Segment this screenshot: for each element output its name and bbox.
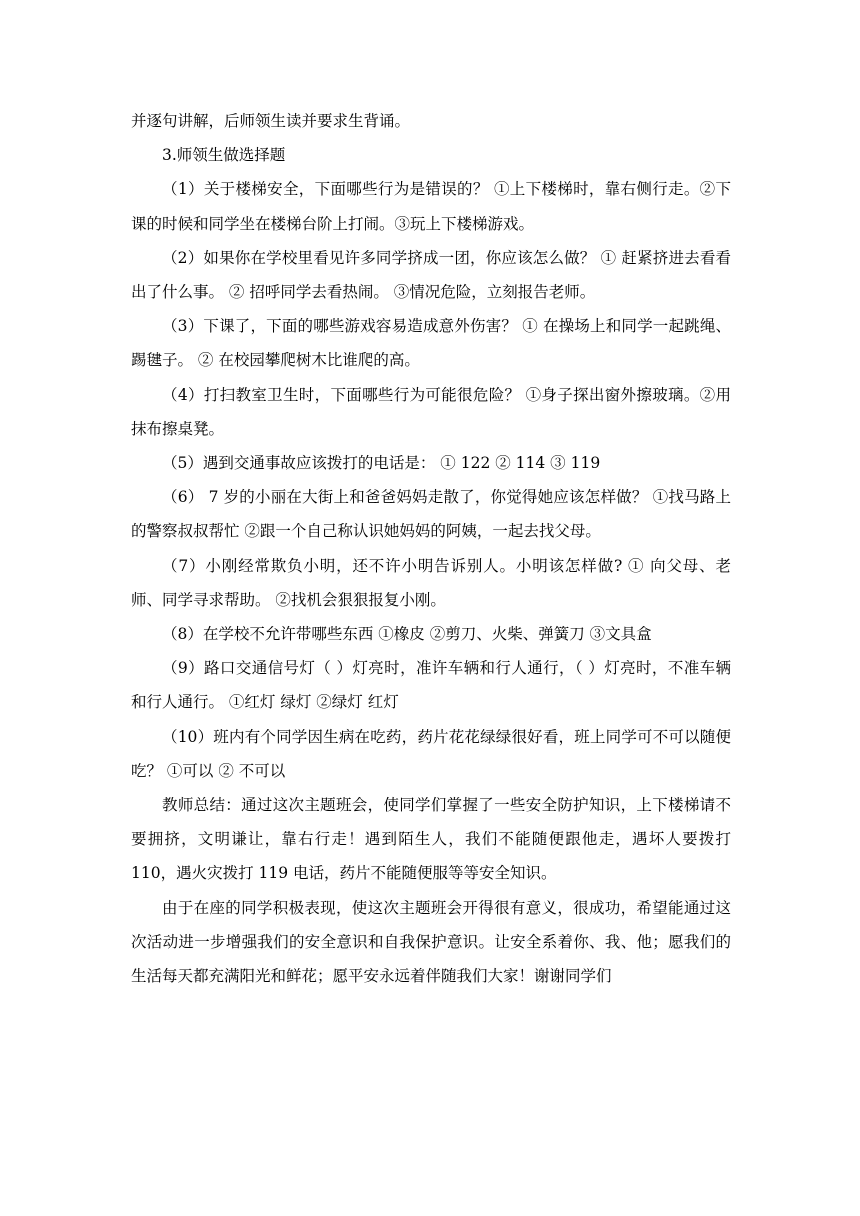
paragraph-question-8: （8）在学校不允许带哪些东西 ①橡皮 ②剪刀、火柴、弹簧刀 ③文具盒 (162, 625, 652, 644)
paragraph-section-heading: 3.师领生做选择题 (162, 146, 286, 165)
paragraph-question-1: （1）关于楼梯安全，下面哪些行为是错误的？ ①上下楼梯时，靠右侧行走。②下课的时候和同学坐在楼梯台阶上打闹。③玩上下楼梯游戏。 (131, 180, 731, 233)
document-page (131, 104, 731, 993)
paragraph-question-5: （5）遇到交通事故应该拨打的电话是： ① 122 ② 114 ③ 119 (162, 454, 601, 473)
paragraph-question-3: （3）下课了，下面的哪些游戏容易造成意外伤害？ ① 在操场上和同学一起跳绳、踢毽子。 ② 在校园攀爬树木比谁爬的高。 (131, 317, 731, 370)
paragraph-question-2: （2）如果你在学校里看见许多同学挤成一团，你应该怎么做？ ① 赶紧挤进去看看出了什么事。 ② 招呼同学去看热闹。 ③情况危险，立刻报告老师。 (131, 248, 731, 302)
paragraph-teacher-summary: 教师总结：通过这次主题班会，使同学们掌握了一些安全防护知识，上下楼梯请不要拥挤，文明谦让，靠右行走！遇到陌生人，我们不能随便跟他走，遇坏人要拨打 110，遇火灾拨打 119 电话，药片不能随便服等等安全知识。 (131, 796, 731, 883)
paragraph-question-4: （4）打扫教室卫生时，下面哪些行为可能很危险？ ①身子探出窗外擦玻璃。②用抹布擦桌凳。 (131, 385, 731, 438)
paragraph-intro-continued: 并逐句讲解，后师领生读并要求生背诵。 (131, 112, 411, 130)
paragraph-question-10: （10）班内有个同学因生病在吃药，药片花花绿绿很好看，班上同学可不可以随便吃？ ①可以 ② 不可以 (131, 727, 731, 780)
paragraph-closing: 由于在座的同学积极表现，使这次主题班会开得很有意义，很成功，希望能通过这次活动进一步增强我们的安全意识和自我保护意识。让安全系着你、我、他；愿我们的生活每天都充满阳光和鲜花；愿平安永远着伴随我们大家！谢谢同学们 (131, 898, 731, 986)
paragraph-question-6: （6） 7 岁的小丽在大街上和爸爸妈妈走散了，你觉得她应该怎样做？ ①找马路上的警察叔叔帮忙 ②跟一个自己称认识她妈妈的阿姨，一起去找父母。 (131, 488, 731, 541)
paragraph-question-9: （9）路口交通信号灯（ ）灯亮时，准许车辆和行人通行，（ ）灯亮时，不准车辆和行人通行。 ①红灯 绿灯 ②绿灯 红灯 (131, 659, 731, 712)
paragraph-question-7: （7）小刚经常欺负小明，还不许小明告诉别人。小明该怎样做? ① 向父母、老师、同学寻求帮助。 ②找机会狠狠报复小刚。 (131, 556, 731, 609)
